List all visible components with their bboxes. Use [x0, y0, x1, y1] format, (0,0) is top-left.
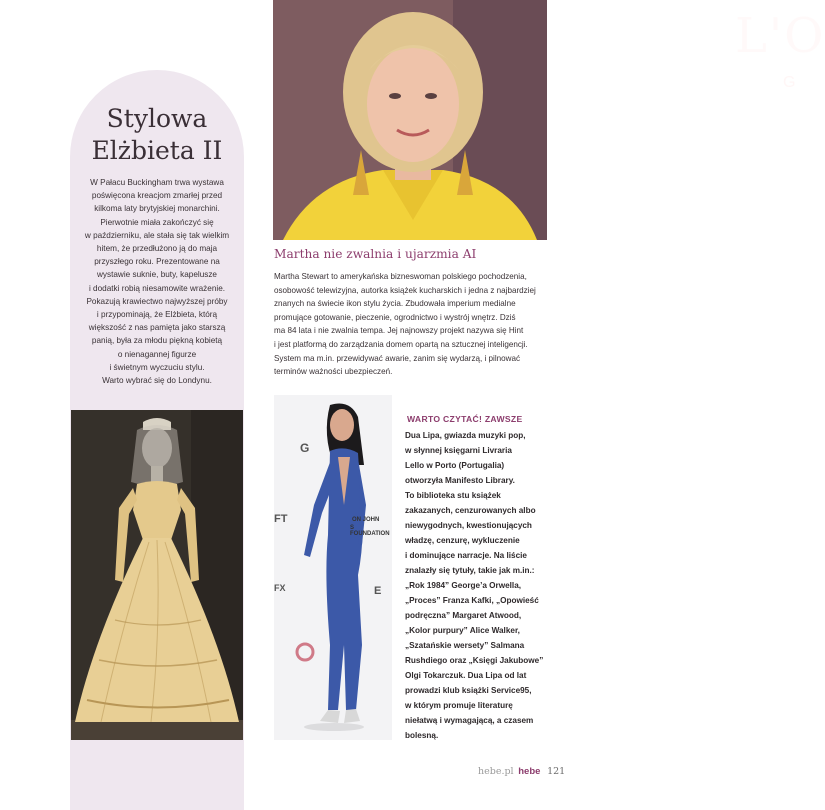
body-line: w październiku, ale stała się tak wielkim [84, 230, 230, 240]
body-line: w którym promuje literaturę [405, 701, 513, 710]
body-line: i jest platformą do zarządzania domem opartą na sztucznej inteligencji. [274, 339, 528, 349]
body-line: prowadzi klub książki Service95, [405, 686, 532, 695]
body-line: „Rok 1984” George’a Orwella, [405, 581, 522, 590]
sponsor-logo-ft: FT [274, 513, 288, 525]
body-line: zakazanych, cenzurowanych albo [405, 506, 536, 515]
body-line: znanych na świecie ikon stylu życia. Zbudowała imperium medialne [274, 299, 516, 309]
body-line: „Szatańskie wersety” Salmana [405, 641, 525, 650]
martha-article-body [274, 270, 546, 379]
martha-article-heading: Martha nie zwalnia i ujarzmia AI [274, 247, 477, 261]
body-line: Martha Stewart to amerykańska bizneswoman polskiego pochodzenia, [274, 272, 527, 281]
page-number: 121 [547, 766, 566, 777]
left-article-body [78, 176, 236, 387]
footer-brand: hebe [518, 766, 541, 777]
body-line: „Kolor purpury” Alice Walker, [405, 626, 520, 635]
body-line: Lello w Porto (Portugalia) [405, 461, 505, 470]
body-line: podręczna” Margaret Atwood, [405, 611, 522, 620]
body-line: znalazły się tytuły, takie jak m.in.: [405, 566, 535, 575]
body-line: niełatwą i wymagającą, a czasem [405, 716, 534, 725]
body-line: i przypominają, że Elżbieta, którą [96, 310, 218, 320]
body-line: hitem, że przedłużono ją do maja [96, 244, 218, 254]
page-footer [478, 766, 565, 777]
martha-stewart-photo [273, 0, 825, 240]
body-line: władzę, cenzurę, wykluczenie [405, 536, 520, 545]
sponsor-ring-logo-icon [294, 641, 316, 663]
body-line: i dodatki robią niesamowite wrażenie. [88, 283, 226, 293]
footer-site: hebe.pl [478, 766, 514, 777]
body-line: panią, była za młodu piękną kobietą [91, 336, 223, 346]
sidebar-body [405, 428, 555, 743]
body-line: w słynnej księgarni Livraria [405, 446, 512, 455]
body-line: Rushdiego oraz „Księgi Jakubowe” [405, 656, 544, 665]
body-line: To biblioteka stu książek [405, 491, 501, 500]
backdrop-brand-sub: G [783, 74, 799, 91]
body-line: Warto wybrać się do Londynu. [102, 376, 212, 386]
body-line: przyszłego roku. Prezentowane na [94, 257, 220, 267]
body-line: Pokazują krawiectwo najwyższej próby [86, 296, 228, 306]
body-line: Olgi Tokarczuk. Dua Lipa od lat [405, 671, 527, 680]
dua-lipa-photo [274, 395, 392, 740]
sidebar-title: WARTO CZYTAĆ! ZAWSZE [407, 414, 523, 424]
body-line: i dominujące narracje. Na liście [405, 551, 527, 560]
dress-illustration [71, 410, 243, 740]
body-line: ma 84 lata i nie zwalnia tempa. Jej najnowszy projekt nazywa się Hint [274, 326, 524, 336]
left-article-title [70, 103, 244, 167]
title-line: Stylowa [106, 104, 208, 133]
sponsor-logo-fx: FX [274, 583, 286, 593]
body-line: wystawie suknie, buty, kapelusze [97, 270, 217, 280]
title-line: Elżbieta II [91, 136, 223, 165]
body-line: terminów ważności ubezpieczeń. [274, 367, 393, 377]
body-line: Pierwotnie miała zakończyć się [100, 217, 214, 227]
body-line: Dua Lipa, gwiazda muzyki pop, [405, 431, 526, 440]
body-line: „Proces” Franza Kafki, „Opowieść [405, 596, 539, 605]
body-line: W Pałacu Buckingham trwa wystawa [90, 178, 224, 187]
body-line: bolesną. [405, 731, 439, 740]
sponsor-foundation: S FOUNDATION [350, 525, 390, 537]
sponsor-logo-g: G [300, 441, 310, 455]
body-line: kilkoma laty brytyjskiej monarchini. [94, 204, 220, 214]
sponsor-logo-e: E [374, 585, 382, 597]
sponsor-elton-john: ON JOHN [352, 517, 380, 523]
backdrop-brand-text: L'O [735, 8, 825, 64]
dress-photo [71, 410, 243, 740]
body-line: promujące gotowanie, pieczenie, ogrodnictwo i wystrój wnętrz. Dziś [274, 312, 516, 322]
portrait-illustration [273, 0, 547, 240]
body-line: o nienagannej figurze [117, 349, 197, 359]
body-line: poświęcona kreacjom zmarłej przed [91, 191, 223, 201]
body-line: większość z nas pamięta jako starszą [88, 323, 226, 333]
dua-illustration [274, 395, 392, 740]
body-line: niewygodnych, kwestionujących [405, 521, 532, 530]
body-line: i świetnym wyczuciu stylu. [109, 362, 205, 372]
body-line: otworzyła Manifesto Library. [405, 476, 515, 485]
body-line: osobowość telewizyjna, autorka książek kucharskich i jedna z najbardziej [274, 285, 536, 295]
body-line: System ma m.in. przewidywać awarie, zanim się wydarzą, i pilnować [274, 353, 521, 363]
